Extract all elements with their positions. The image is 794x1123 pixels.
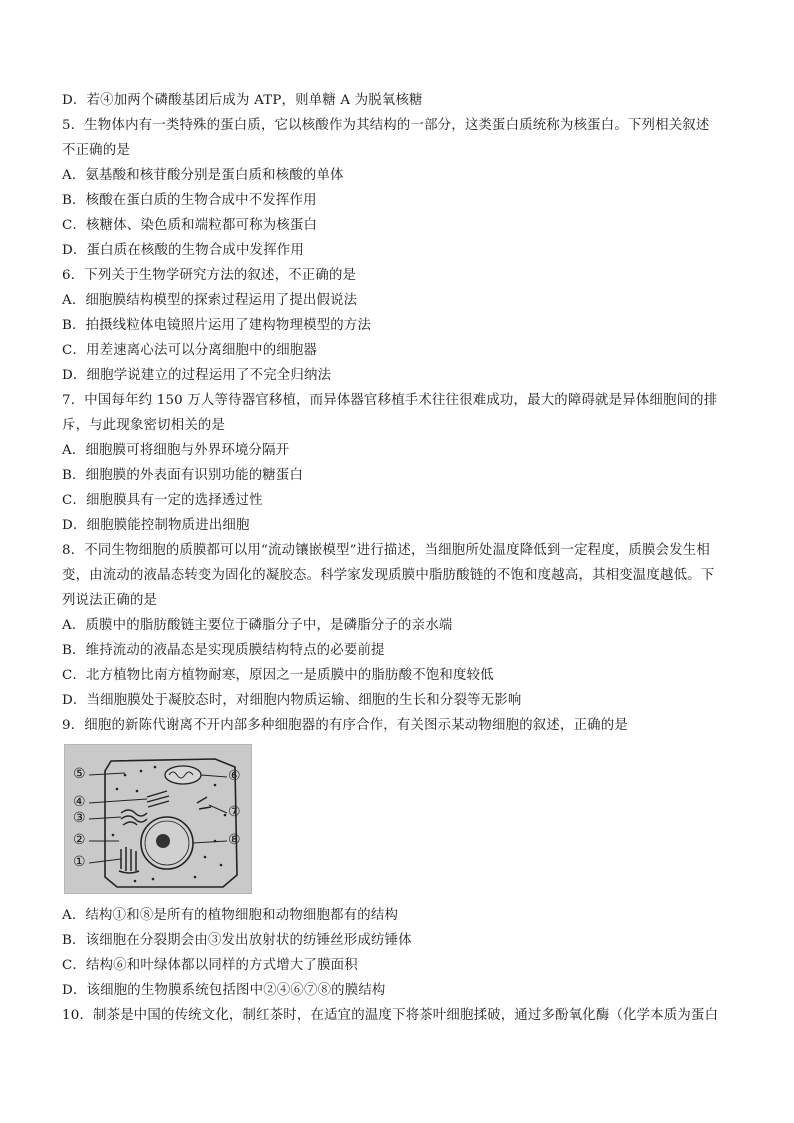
text-line: C．细胞膜具有一定的选择透过性 [62,493,263,508]
text-line: 7．中国每年约 150 万人等待器官移植，而异体器官移植手术往往很难成功，最大的障碍就是异体细胞间的排 [62,393,718,408]
text-line: B．细胞膜的外表面有识别功能的糖蛋白 [62,468,304,483]
text-line: 8．不同生物细胞的质膜都可以用“流动镶嵌模型”进行描述，当细胞所处温度降低到一定程度，质膜会发生相 [62,543,710,558]
label-2: ② [73,832,86,848]
text-line: A．质膜中的脂肪酸链主要位于磷脂分子中，是磷脂分子的亲水端 [62,618,453,633]
text-line: 不正确的是 [62,143,130,158]
text-line: B．拍摄线粒体电镜照片运用了建构物理模型的方法 [62,318,372,333]
label-1: ① [73,854,86,870]
text-line: A．结构①和⑧是所有的植物细胞和动物细胞都有的结构 [62,908,399,923]
text-line: C．北方植物比南方植物耐寒，原因之一是质膜中的脂肪酸不饱和度较低 [62,668,494,683]
text-line: D．细胞学说建立的过程运用了不完全归纳法 [62,368,332,383]
text-line: D．当细胞膜处于凝胶态时，对细胞内物质运输、细胞的生长和分裂等无影响 [62,693,522,708]
label-3: ③ [73,810,86,826]
endoplasmic-reticulum-upper [121,810,147,825]
text-line: B．该细胞在分裂期会由③发出放射状的纺锤丝形成纺锤体 [62,933,412,948]
text-line: 列说法正确的是 [62,593,158,608]
label-6: ⑥ [228,768,241,784]
text-line: D．细胞膜能控制物质进出细胞 [62,518,250,533]
animal-cell-diagram [64,744,252,894]
text-line: C．结构⑥和叶绿体都以同样的方式增大了膜面积 [62,958,358,973]
text-line: A．细胞膜结构模型的探索过程运用了提出假说法 [62,293,358,308]
text-line: D．该细胞的生物膜系统包括图中②④⑥⑦⑧的膜结构 [62,983,386,998]
text-line: 6．下列关于生物学研究方法的叙述，不正确的是 [62,268,357,283]
text-line: C．用差速离心法可以分离细胞中的细胞器 [62,343,318,358]
text-line: A．氨基酸和核苷酸分别是蛋白质和核酸的单体 [62,168,344,183]
text-line: 5．生物体内有一类特殊的蛋白质，它以核酸作为其结构的一部分，这类蛋白质统称为核蛋白。下列相关叙述 [62,118,710,133]
text-line: D．蛋白质在核酸的生物合成中发挥作用 [62,243,304,258]
text-line: 10．制茶是中国的传统文化，制红茶时，在适宜的温度下将茶叶细胞揉破，通过多酚氧化酶（化学本质为蛋白 [62,1008,719,1023]
text-line: B．维持流动的液晶态是实现质膜结构特点的必要前提 [62,643,385,658]
label-4: ④ [73,794,86,810]
label-8: ⑧ [228,832,241,848]
nucleolus [156,834,170,848]
label-7: ⑦ [228,804,241,820]
text-line: C．核糖体、染色质和端粒都可称为核蛋白 [62,218,318,233]
centrosome [197,797,211,809]
text-line: B．核酸在蛋白质的生物合成中不发挥作用 [62,193,317,208]
endoplasmic-reticulum-lower [119,847,139,873]
label-5: ⑤ [73,766,86,782]
text-line: 9．细胞的新陈代谢离不开内部多种细胞器的有序合作，有关图示某动物细胞的叙述，正确的是 [62,718,628,733]
mitochondrion [165,766,201,784]
text-line: 变，由流动的液晶态转变为固化的凝胶态。科学家发现质膜中脂肪酸链的不饱和度越高，其相变温度越低。下 [62,568,715,583]
text-line: D．若④加两个磷酸基团后成为 ATP，则单糖 A 为脱氧核糖 [62,93,423,108]
text-line: 斥，与此现象密切相关的是 [62,418,226,433]
text-line: A．细胞膜可将细胞与外界环境分隔开 [62,443,290,458]
golgi-apparatus [147,791,169,807]
